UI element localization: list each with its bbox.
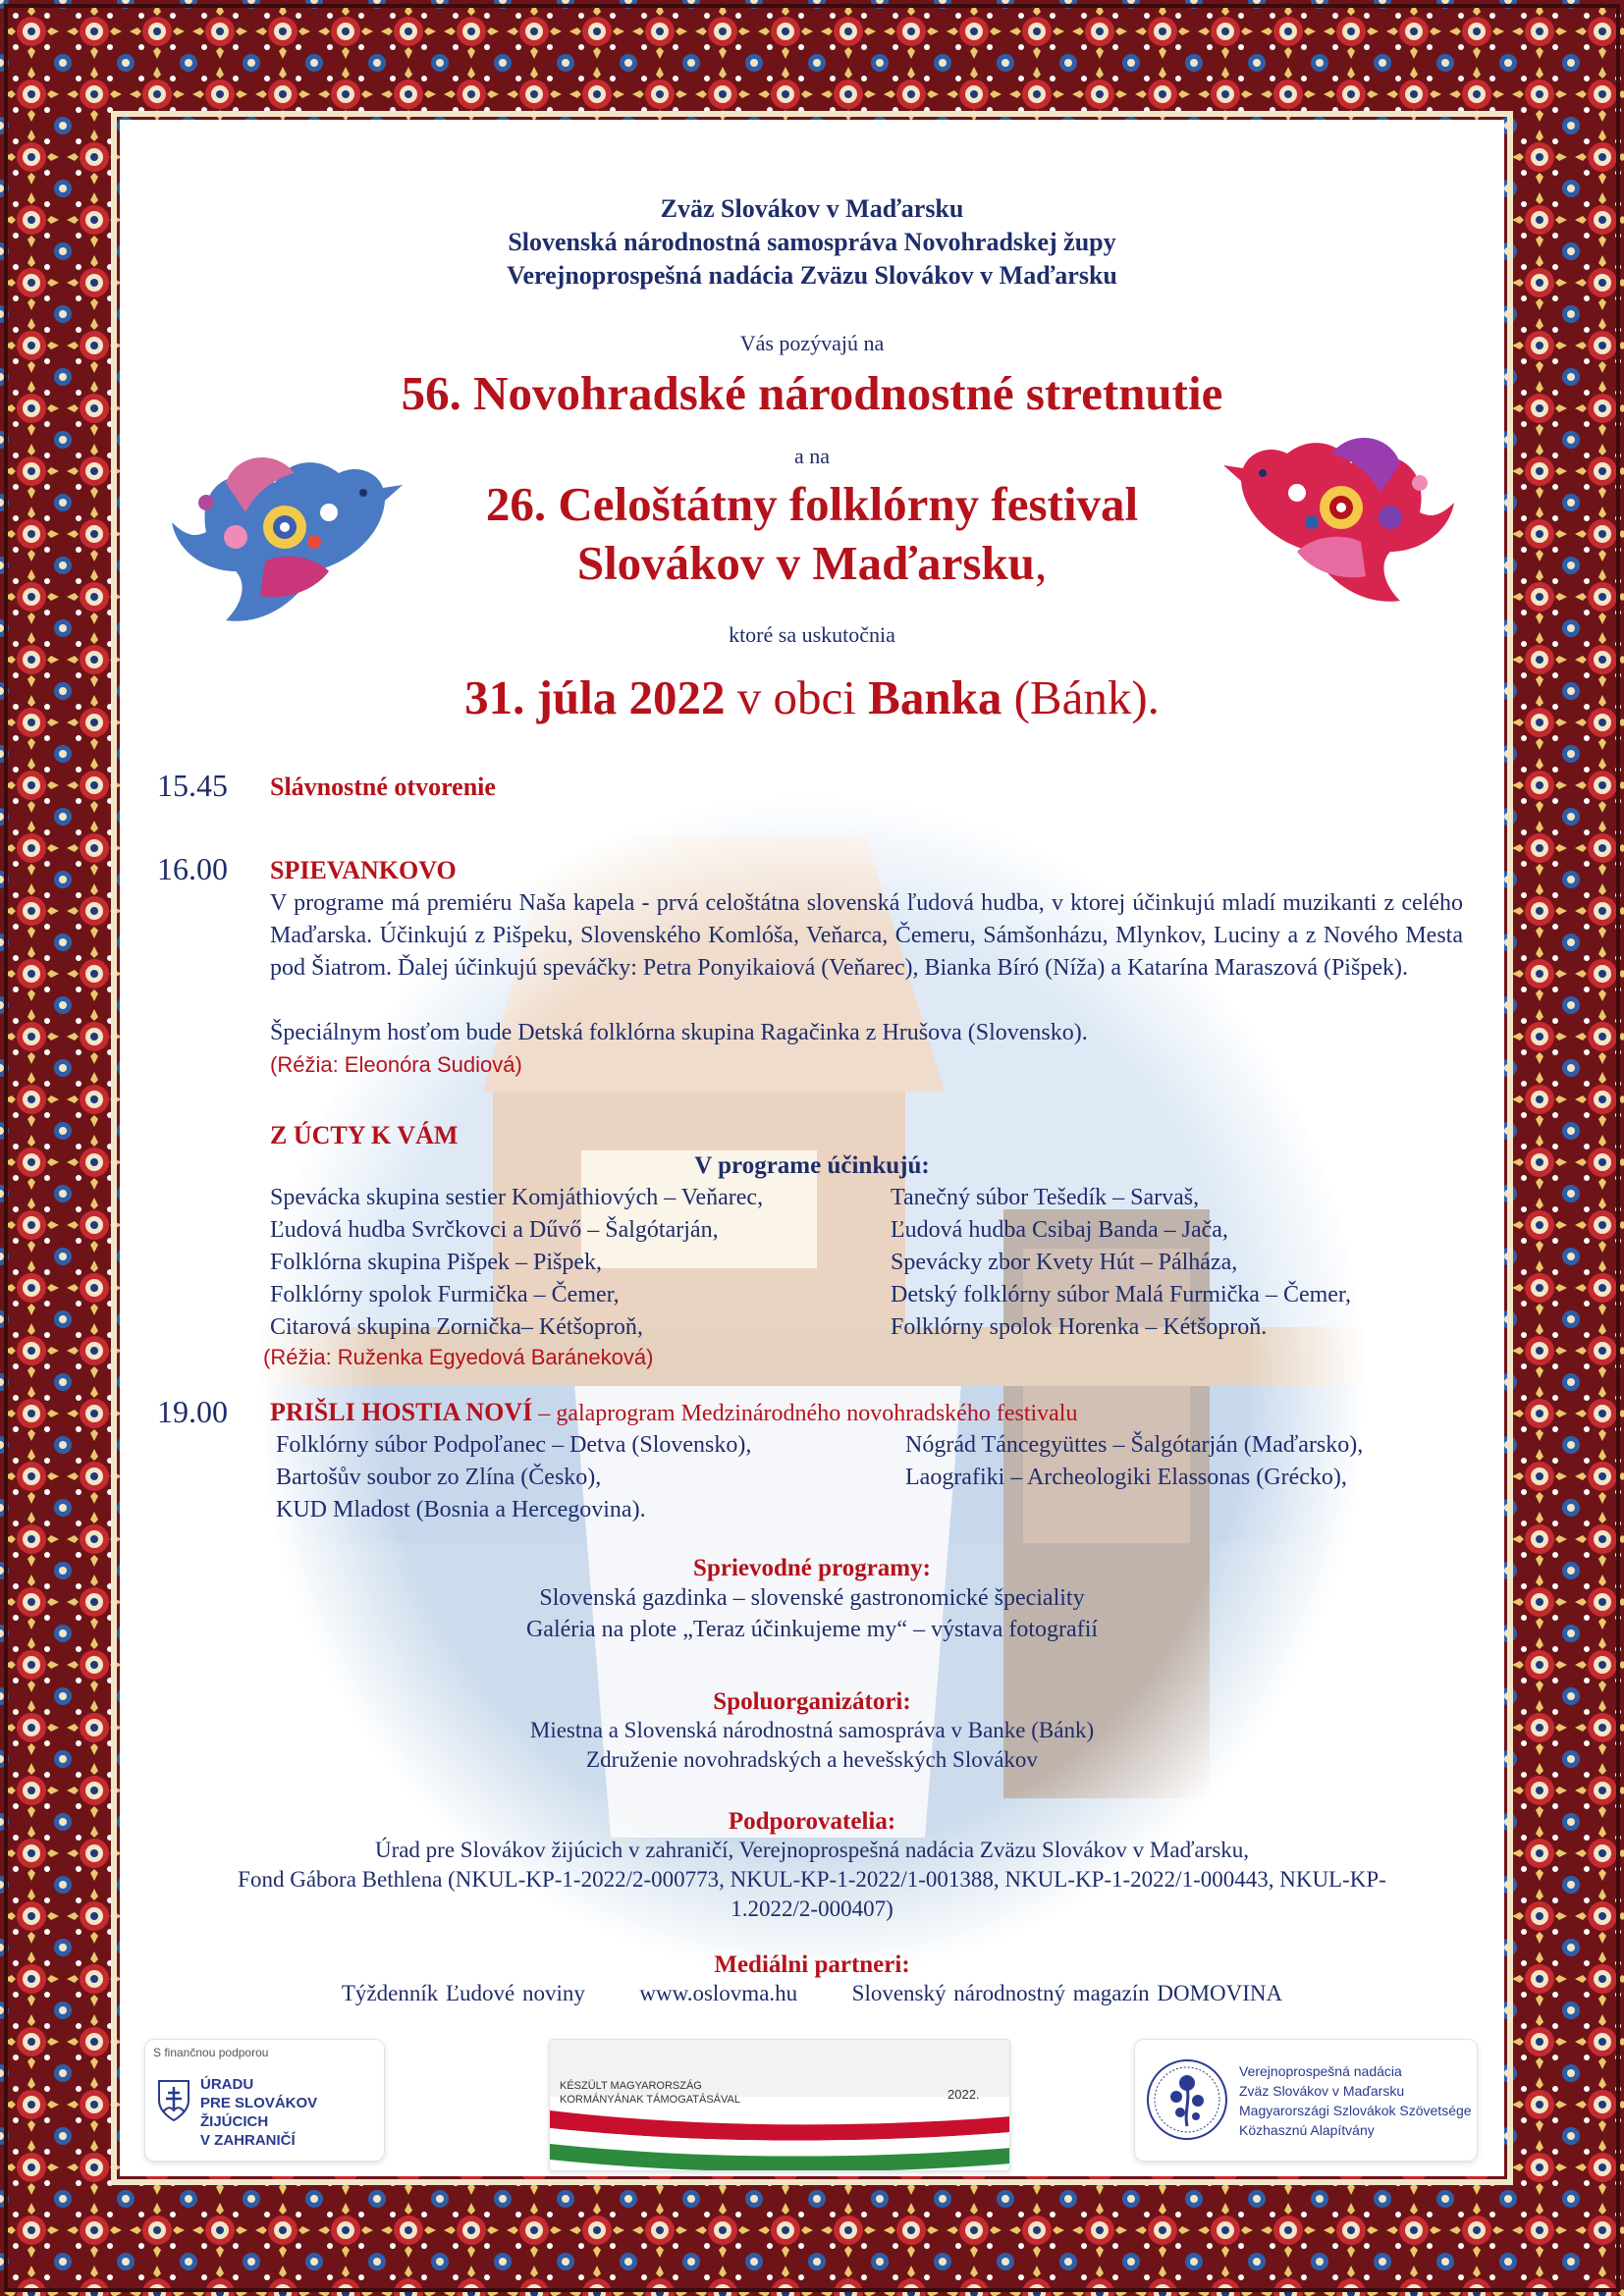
prisli-hostia-right-column bbox=[905, 1429, 1494, 1494]
accompanying-programs bbox=[120, 1555, 1504, 1645]
organizers-block bbox=[120, 192, 1504, 293]
event-title-2-line1: 26. Celoštátny folklórny festival bbox=[485, 477, 1139, 531]
flower-seal-icon bbox=[1145, 2057, 1229, 2142]
supporters-line: Úrad pre Slovákov žijúcich v zahraničí, Verejnoprospešná nadácia Zväzu Slovákov v Maďarsku, bbox=[374, 1838, 1250, 1862]
z-ucty-performers-heading: V programe účinkujú: bbox=[694, 1152, 930, 1179]
logo-line: ÚRADU bbox=[200, 2076, 254, 2093]
media-heading: Mediálni partneri: bbox=[714, 1951, 910, 1978]
performer: Ľudová hudba Svrčkovci a Dűvő – Šalgótarján, bbox=[270, 1217, 719, 1243]
spievankovo-description: V programe má premiéru Naša kapela - prvá celoštátna slovenská ľudová hudba, v ktorej účinkujú mladí muzikanti z celého Maďarska. Účinkujú z Pišpeku, Slovenského Komlóša, Veňarca, Čemeru, Sámšonházu, Mlynkov, Luciny a z Nového Mesta pod Šiatrom. Ďalej účinkujú speváčky: Petra Ponyikaiová (Veňarec), Bianka Bíró (Níža) a Katarína Maraszová (Pišpek). bbox=[270, 890, 1463, 981]
ensemble: Laografiki – Archeologiki Elassonas (Grécko), bbox=[905, 1465, 1347, 1490]
logo-hu-year: 2022. bbox=[947, 2087, 980, 2102]
spievankovo-director: (Réžia: Eleonóra Sudiová) bbox=[270, 1052, 522, 1077]
takes-place-text: ktoré sa uskutočnia bbox=[729, 622, 895, 647]
hungarian-flag-ribbon-icon bbox=[550, 2110, 1010, 2171]
performer: Folklórny spolok Furmička – Čemer, bbox=[270, 1282, 620, 1308]
event-title-2-line2-text: Slovákov v Maďarsku bbox=[576, 536, 1035, 590]
event-date bbox=[120, 669, 1504, 725]
time-1600: 16.00 bbox=[157, 851, 228, 886]
logo-hu-text bbox=[560, 2079, 740, 2107]
supporters-line: Fond Gábora Bethlena (NKUL-KP-1-2022/2-000773, NKUL-KP-1-2022/1-001388, NKUL-KP-1-2022/1-000443, NKUL-KP- bbox=[238, 1867, 1386, 1892]
performer: Spevácky zbor Kvety Hút – Pálháza, bbox=[891, 1250, 1238, 1275]
performer: Folklórny spolok Horenka – Kétšoproň. bbox=[891, 1314, 1268, 1340]
accompanying-heading: Sprievodné programy: bbox=[693, 1555, 931, 1581]
media-partner-website[interactable]: www.oslovma.hu bbox=[639, 1981, 798, 2005]
logo-line: ŽIJÚCICH bbox=[200, 2113, 269, 2130]
logo-line: Zväz Slovákov v Maďarsku bbox=[1239, 2083, 1405, 2099]
logo-line: V ZAHRANIČÍ bbox=[200, 2132, 296, 2149]
logo-line: Verejnoprospešná nadácia bbox=[1239, 2063, 1402, 2079]
z-ucty-right-column bbox=[891, 1182, 1480, 1344]
media-partner: Týždenník Ľudové noviny bbox=[341, 1981, 585, 2005]
media-list bbox=[120, 1979, 1504, 2008]
performer: Folklórna skupina Pišpek – Pišpek, bbox=[270, 1250, 603, 1275]
invite-text: Vás pozývajú na bbox=[739, 331, 885, 355]
supporters-line: 1.2022/2-000407) bbox=[731, 1896, 893, 1921]
ensemble: KUD Mladost (Bosnia a Hercegovina). bbox=[276, 1497, 646, 1522]
media-partner: Slovenský národnostný magazín DOMOVINA bbox=[851, 1981, 1283, 2005]
logo-line: Magyarországi Szlovákok Szövetsége bbox=[1239, 2103, 1472, 2118]
coorganizers bbox=[120, 1688, 1504, 1775]
prisli-hostia-left-column bbox=[276, 1429, 875, 1526]
organizer-1: Zväz Slovákov v Maďarsku bbox=[660, 194, 964, 223]
special-guest-text: Špeciálnym hosťom bude Detská folklórna skupina Ragačinka z Hrušova (Slovensko). bbox=[270, 1020, 1088, 1045]
performer: Spevácka skupina sestier Komjáthiových – Veňarec, bbox=[270, 1185, 764, 1210]
supporters bbox=[120, 1808, 1504, 1924]
organizer-2: Slovenská národnostná samospráva Novohradskej župy bbox=[508, 228, 1116, 256]
prisli-hostia-subtitle: – galaprogram Medzinárodného novohradského festivalu bbox=[532, 1401, 1078, 1426]
media-partners bbox=[120, 1951, 1504, 2008]
slovak-coat-of-arms-icon bbox=[157, 2079, 190, 2122]
logo-caption: S finančnou podporou bbox=[153, 2046, 269, 2059]
event-title-1: 56. Novohradské národnostné stretnutie bbox=[401, 366, 1223, 420]
logo-hungarian-government bbox=[549, 2039, 1010, 2171]
date-mid: v obci bbox=[725, 670, 869, 724]
performer: Ľudová hudba Csibaj Banda – Jača, bbox=[891, 1217, 1228, 1243]
coorganizer-line: Združenie novohradských a hevešských Slovákov bbox=[586, 1747, 1038, 1772]
performer: Citarová skupina Zornička– Kétšoproň, bbox=[270, 1314, 643, 1340]
place-bold: Banka bbox=[868, 670, 1002, 724]
time-1900: 19.00 bbox=[157, 1394, 228, 1429]
performer: Tanečný súbor Tešedík – Sarvaš, bbox=[891, 1185, 1200, 1210]
z-ucty-left-column bbox=[270, 1182, 879, 1344]
logo-line: KÉSZÜLT MAGYARORSZÁG bbox=[560, 2080, 702, 2092]
logo-nadacia-text bbox=[1239, 2061, 1472, 2140]
accompanying-line: Galéria na plote „Teraz účinkujeme my“ – výstava fotografií bbox=[525, 1617, 1099, 1642]
prisli-hostia-heading bbox=[270, 1398, 1478, 1427]
performer: Detský folklórny súbor Malá Furmička – Čemer, bbox=[891, 1282, 1351, 1308]
opening-title: Slávnostné otvorenie bbox=[270, 773, 496, 801]
prisli-hostia-title: PRIŠLI HOSTIA NOVÍ bbox=[270, 1398, 533, 1426]
logo-line: PRE SLOVÁKOV bbox=[200, 2095, 318, 2111]
time-1545: 15.45 bbox=[157, 768, 228, 803]
date-bold: 31. júla 2022 bbox=[464, 670, 726, 724]
logo-line: Közhasznú Alapítvány bbox=[1239, 2122, 1375, 2138]
coorganizers-heading: Spoluorganizátori: bbox=[713, 1688, 911, 1715]
spievankovo-title: SPIEVANKOVO bbox=[270, 856, 457, 884]
accompanying-line: Slovenská gazdinka – slovenské gastronomické špeciality bbox=[539, 1585, 1085, 1611]
supporters-heading: Podporovatelia: bbox=[728, 1808, 896, 1835]
date-dot: . bbox=[1147, 670, 1160, 724]
logo-line: KORMÁNYÁNAK TÁMOGATÁSÁVAL bbox=[560, 2094, 740, 2106]
z-ucty-title: Z ÚCTY K VÁM bbox=[270, 1121, 459, 1149]
logo-urad-pre-slovakov bbox=[144, 2039, 385, 2162]
logo-nadacia-zvazu bbox=[1134, 2039, 1478, 2162]
logo-urad-text bbox=[200, 2075, 317, 2150]
coorganizer-line: Miestna a Slovenská národnostná samospráva v Banke (Bánk) bbox=[529, 1718, 1095, 1742]
poster-content bbox=[120, 120, 1504, 2176]
ensemble: Nógrád Táncegyüttes – Šalgótarján (Maďarsko), bbox=[905, 1432, 1364, 1458]
folk-bird-blue-icon bbox=[167, 444, 422, 640]
organizer-3: Verejnoprospešná nadácia Zväzu Slovákov v Maďarsku bbox=[507, 261, 1117, 290]
folk-bird-red-icon bbox=[1204, 424, 1459, 630]
ensemble: Bartošův soubor zo Zlína (Česko), bbox=[276, 1465, 602, 1490]
z-ucty-director: (Réžia: Ruženka Egyedová Baráneková) bbox=[263, 1345, 654, 1369]
and-on-text: a na bbox=[793, 444, 831, 468]
event-title-2-comma: , bbox=[1034, 536, 1048, 590]
place-paren: (Bánk) bbox=[1001, 670, 1148, 724]
ensemble: Folklórny súbor Podpoľanec – Detva (Slovensko), bbox=[276, 1432, 752, 1458]
